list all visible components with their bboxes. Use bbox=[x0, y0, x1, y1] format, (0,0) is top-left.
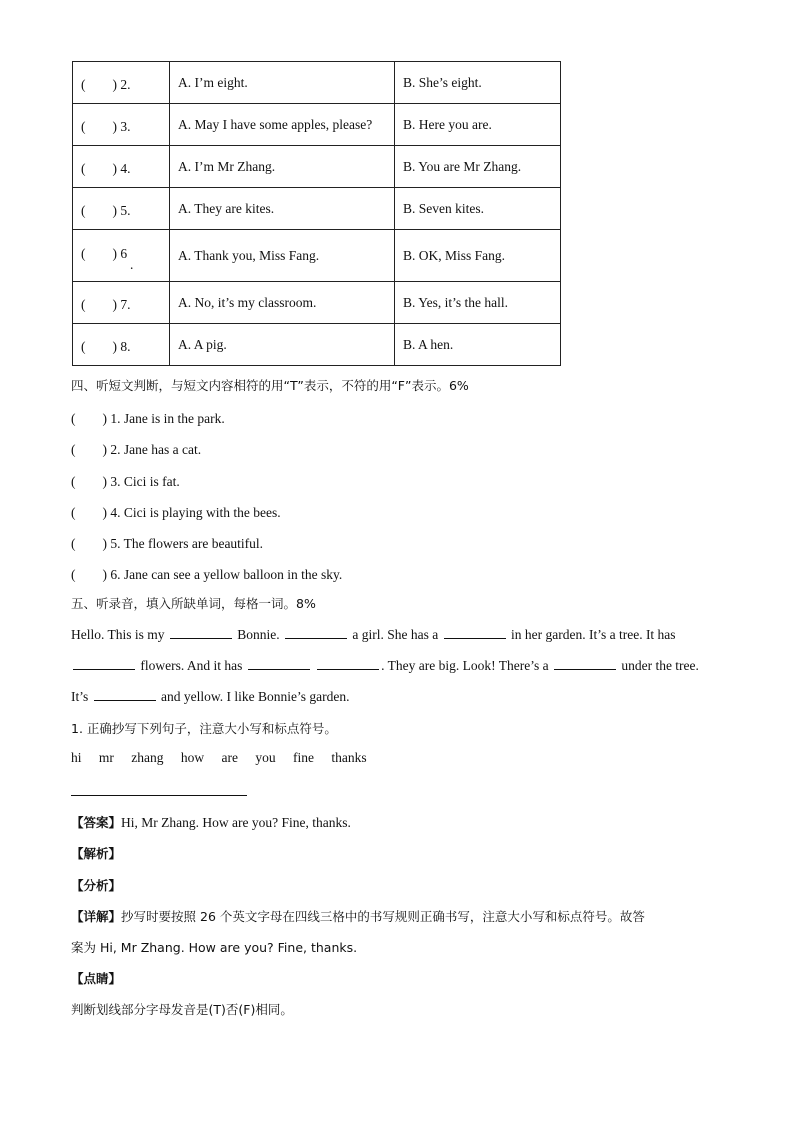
section4-item-1: ( ) 1. Jane is in the park. bbox=[71, 411, 225, 426]
text-segment: Hello. This is my bbox=[71, 627, 165, 642]
question1-words bbox=[71, 750, 381, 766]
table-row bbox=[73, 230, 561, 282]
text-segment: in her garden. It’s a tree. It has bbox=[511, 627, 676, 642]
word: fine bbox=[292, 750, 314, 765]
section5-paragraph-line-2 bbox=[71, 657, 699, 674]
question-number: ( ) 8. bbox=[81, 338, 131, 354]
answer-text: Hi, Mr Zhang. How are you? Fine, thanks. bbox=[121, 815, 351, 830]
option-b-cell: B. Yes, it’s the hall. bbox=[395, 282, 561, 324]
section4-item-5: ( ) 5. The flowers are beautiful. bbox=[71, 536, 264, 551]
option-a-cell: A. Thank you, Miss Fang. bbox=[170, 230, 395, 282]
question-number-cell bbox=[73, 62, 170, 104]
fill-blank bbox=[170, 626, 232, 639]
word: zhang bbox=[131, 750, 164, 765]
section4-item-3: ( ) 3. Cici is fat. bbox=[71, 474, 180, 489]
section4-item-6: ( ) 6. Jane can see a yellow balloon in the sky. bbox=[71, 567, 343, 582]
question-number-cell bbox=[73, 104, 170, 146]
table-row bbox=[73, 62, 561, 104]
tip-text: 判断划线部分字母发音是(T)否(F)相同。 bbox=[71, 1002, 293, 1017]
question-number-cell bbox=[73, 188, 170, 230]
table-row bbox=[73, 282, 561, 324]
option-b-cell: B. Seven kites. bbox=[395, 188, 561, 230]
detail-row bbox=[71, 907, 645, 925]
answer-row bbox=[71, 813, 351, 831]
section4-item-4: ( ) 4. Cici is playing with the bees. bbox=[71, 505, 281, 520]
option-a-cell: A. They are kites. bbox=[170, 188, 395, 230]
table-row bbox=[73, 104, 561, 146]
question1-prompt: 1. 正确抄写下列句子，注意大小写和标点符号。 bbox=[71, 721, 337, 736]
fill-blank bbox=[285, 626, 347, 639]
fill-blank bbox=[73, 657, 135, 670]
text-segment: under the tree. bbox=[621, 658, 699, 673]
option-b-cell: B. A hen. bbox=[395, 324, 561, 366]
question-number: ( ) 7. bbox=[81, 296, 131, 312]
section5-heading: 五、听录音，填入所缺单词，每格一词。8% bbox=[71, 596, 316, 611]
question-number: ( ) 6 bbox=[81, 246, 128, 261]
word: you bbox=[255, 750, 276, 765]
section4-item-2: ( ) 2. Jane has a cat. bbox=[71, 442, 202, 457]
answer-write-line bbox=[71, 795, 247, 796]
analysis-tag: 【解析】 bbox=[71, 846, 122, 861]
fill-blank bbox=[94, 688, 156, 701]
answer-choice-table bbox=[72, 61, 561, 366]
option-a-cell: A. A pig. bbox=[170, 324, 395, 366]
question-number-cell bbox=[73, 324, 170, 366]
text-segment: It’s bbox=[71, 689, 89, 704]
option-b-cell: B. You are Mr Zhang. bbox=[395, 146, 561, 188]
question-number-cell bbox=[73, 282, 170, 324]
question-number-dot: . bbox=[130, 257, 134, 272]
text-segment: flowers. And it has bbox=[140, 658, 243, 673]
fill-blank bbox=[444, 626, 506, 639]
question-number: ( ) 3. bbox=[81, 118, 131, 134]
text-segment: Bonnie. bbox=[237, 627, 280, 642]
table-body bbox=[73, 62, 561, 366]
option-b-cell: B. She’s eight. bbox=[395, 62, 561, 104]
text-segment: . They are big. Look! There’s a bbox=[381, 658, 549, 673]
detail-text-continued: 案为 Hi, Mr Zhang. How are you? Fine, thanks. bbox=[71, 940, 358, 955]
question-number: ( ) 2. bbox=[81, 76, 131, 92]
option-a-cell: A. I’m Mr Zhang. bbox=[170, 146, 395, 188]
word: hi bbox=[71, 750, 82, 765]
option-a-cell: A. I’m eight. bbox=[170, 62, 395, 104]
question-number: ( ) 4. bbox=[81, 160, 131, 176]
word: mr bbox=[98, 750, 114, 765]
option-b-cell: B. Here you are. bbox=[395, 104, 561, 146]
table-row bbox=[73, 324, 561, 366]
fill-blank bbox=[317, 657, 379, 670]
question-number-cell bbox=[73, 230, 170, 282]
table-row bbox=[73, 146, 561, 188]
option-a-cell: A. No, it’s my classroom. bbox=[170, 282, 395, 324]
fill-blank bbox=[554, 657, 616, 670]
tip-tag: 【点睛】 bbox=[71, 971, 122, 986]
word: how bbox=[180, 750, 205, 765]
detail-text: 抄写时要按照 26 个英文字母在四线三格中的书写规则正确书写，注意大小写和标点符号。故答 bbox=[121, 909, 645, 924]
answer-tag: 【答案】 bbox=[71, 815, 122, 830]
question-number-cell bbox=[73, 146, 170, 188]
question-number: ( ) 5. bbox=[81, 202, 131, 218]
section4-heading: 四、听短文判断，与短文内容相符的用“T”表示，不符的用“F”表示。6% bbox=[71, 378, 469, 393]
word: thanks bbox=[331, 750, 367, 765]
text-segment: and yellow. I like Bonnie’s garden. bbox=[161, 689, 350, 704]
fill-blank bbox=[248, 657, 310, 670]
text-segment: a girl. She has a bbox=[352, 627, 439, 642]
detail-tag: 【详解】 bbox=[71, 909, 122, 924]
word: are bbox=[221, 750, 238, 765]
option-b-cell: B. OK, Miss Fang. bbox=[395, 230, 561, 282]
section5-paragraph-line-1 bbox=[71, 626, 676, 643]
option-a-cell: A. May I have some apples, please? bbox=[170, 104, 395, 146]
table-row bbox=[73, 188, 561, 230]
fenxi-tag: 【分析】 bbox=[71, 878, 122, 893]
section5-paragraph-line-3 bbox=[71, 688, 349, 705]
